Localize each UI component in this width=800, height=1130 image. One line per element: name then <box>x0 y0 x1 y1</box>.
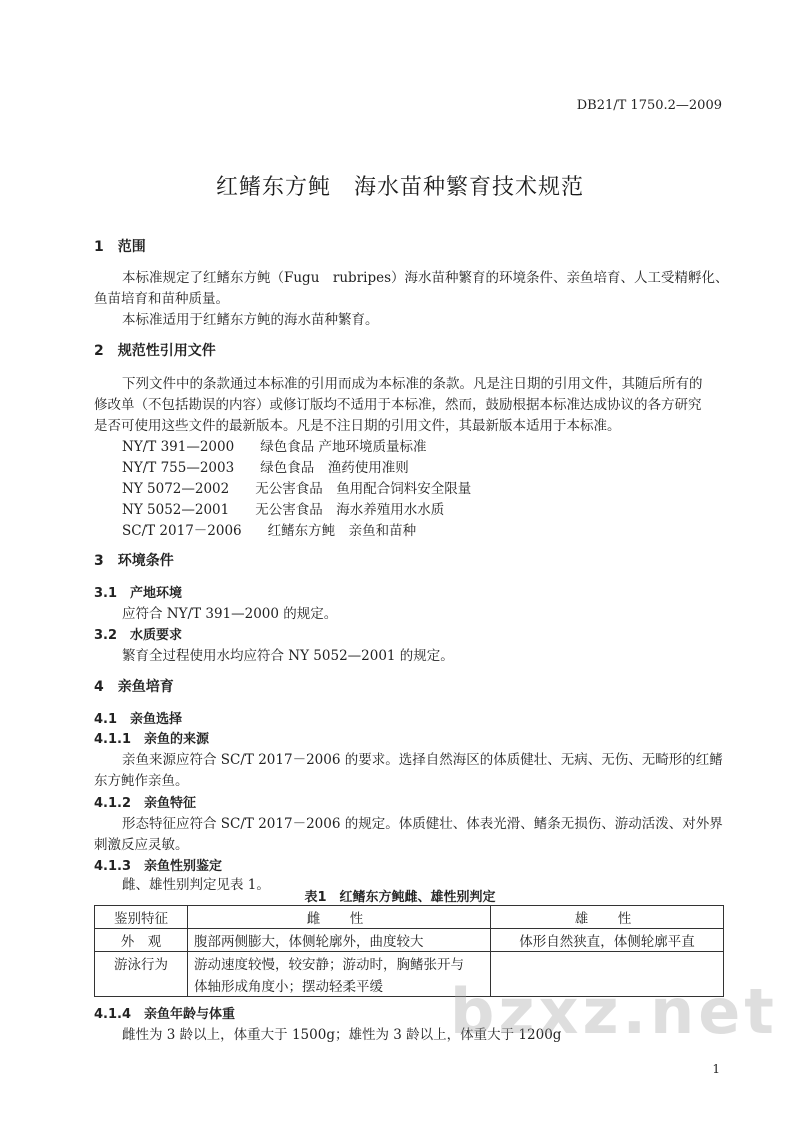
scope-paragraph-line1: 本标准规定了红鳍东方鲀（Fugu rubripes）海水苗种繁育的环境条件、亲鱼培育、人工受精孵化、 <box>122 270 729 286</box>
subsection-text-4-1-4: 雌性为 3 龄以上，体重大于 1500g；雄性为 3 龄以上，体重大于 1200g <box>122 1027 562 1043</box>
subsection-text-4-1-3: 雌、雄性别判定见表 1。 <box>122 877 270 893</box>
reference-code: NY 5052—2001 <box>122 502 230 518</box>
scope-paragraph2: 本标准适用于红鳍东方鲀的海水苗种繁育。 <box>122 312 379 328</box>
reference-item <box>122 456 409 476</box>
section-heading-scope: 1 范围 <box>94 239 146 255</box>
page-title: 红鳍东方鲀 海水苗种繁育技术规范 <box>215 175 584 200</box>
subsection-text-4-1-1-line1: 亲鱼来源应符合 SC/T 2017－2006 的要求。选择自然海区的体质健壮、无病、无伤、无畸形的红鳍 <box>122 752 723 768</box>
watermark: bzxz.net <box>450 975 778 1048</box>
subsection-heading-4-1-4: 4.1.4 亲鱼年龄与体重 <box>94 1007 236 1022</box>
reference-item <box>122 498 444 518</box>
document-id: DB21/T 1750.2—2009 <box>576 98 722 113</box>
table-header-cell: 鉴别特征 <box>95 906 188 929</box>
table-cell: 游动速度较慢，较安静；游动时，胸鳍张开与 <box>188 952 491 975</box>
reference-item <box>122 519 416 539</box>
subsection-heading-3-1: 3.1 产地环境 <box>94 586 183 601</box>
references-paragraph-line2: 修改单（不包括勘误的内容）或修订版均不适用于本标准，然而，鼓励根据本标准达成协议的各方研究 <box>94 397 702 413</box>
section-heading-environment: 3 环境条件 <box>94 553 174 569</box>
references-paragraph-line3: 是否可使用这些文件的最新版本。凡是不注日期的引用文件，其最新版本适用于本标准。 <box>94 418 621 434</box>
table-header-cell: 雌 性 <box>188 906 491 929</box>
subsection-heading-4-1: 4.1 亲鱼选择 <box>94 712 183 727</box>
table-header-row <box>95 906 724 929</box>
table-cell: 体形自然狭直，体侧轮廓平直 <box>491 929 724 952</box>
reference-title: 绿色食品 产地环境质量标准 <box>260 439 427 455</box>
section-heading-broodstock: 4 亲鱼培育 <box>94 679 174 695</box>
table-header-cell: 雄 性 <box>491 906 724 929</box>
table-cell: 体轴形成角度小；摆动轻柔平缓 <box>188 974 491 997</box>
reference-title: 红鳍东方鲀 亲鱼和苗种 <box>267 523 417 539</box>
subsection-heading-4-1-2: 4.1.2 亲鱼特征 <box>94 796 197 811</box>
subsection-text-3-2: 繁育全过程使用水均应符合 NY 5052—2001 的规定。 <box>122 648 454 664</box>
reference-code: NY 5072—2002 <box>122 481 230 497</box>
reference-item <box>122 435 427 455</box>
table-cell: 腹部两侧膨大，体侧轮廓外，曲度较大 <box>188 929 491 952</box>
subsection-heading-4-1-3: 4.1.3 亲鱼性别鉴定 <box>94 859 223 874</box>
reference-code: SC/T 2017－2006 <box>122 523 242 539</box>
section-heading-references: 2 规范性引用文件 <box>94 343 216 359</box>
subsection-text-3-1: 应符合 NY/T 391—2000 的规定。 <box>122 606 338 622</box>
reference-code: NY/T 755—2003 <box>122 460 235 476</box>
subsection-heading-3-2: 3.2 水质要求 <box>94 628 183 643</box>
reference-item <box>122 477 471 497</box>
references-paragraph-line1: 下列文件中的条款通过本标准的引用而成为本标准的条款。凡是注日期的引用文件，其随后所有的 <box>122 376 703 392</box>
table-cell: 游泳行为 <box>95 952 188 997</box>
reference-code: NY/T 391—2000 <box>122 439 235 455</box>
table-row <box>95 952 724 975</box>
reference-title: 无公害食品 鱼用配合饲料安全限量 <box>255 481 472 497</box>
table-caption: 表1 红鳍东方鲀雌、雄性别判定 <box>304 890 496 905</box>
reference-title: 绿色食品 渔药使用准则 <box>260 460 409 476</box>
page-number: 1 <box>712 1062 720 1076</box>
subsection-text-4-1-2-line2: 刺激反应灵敏。 <box>94 837 189 853</box>
subsection-text-4-1-1-line2: 东方鲀作亲鱼。 <box>94 773 189 789</box>
table-cell: 外 观 <box>95 929 188 952</box>
subsection-heading-4-1-1: 4.1.1 亲鱼的来源 <box>94 732 210 747</box>
subsection-text-4-1-2-line1: 形态特征应符合 SC/T 2017－2006 的规定。体质健壮、体表光滑、鳍条无损伤、游动活泼、对外界 <box>122 816 723 832</box>
reference-title: 无公害食品 海水养殖用水水质 <box>255 502 445 518</box>
table-row <box>95 929 724 952</box>
scope-paragraph-line2: 鱼苗培育和苗种质量。 <box>94 291 229 307</box>
